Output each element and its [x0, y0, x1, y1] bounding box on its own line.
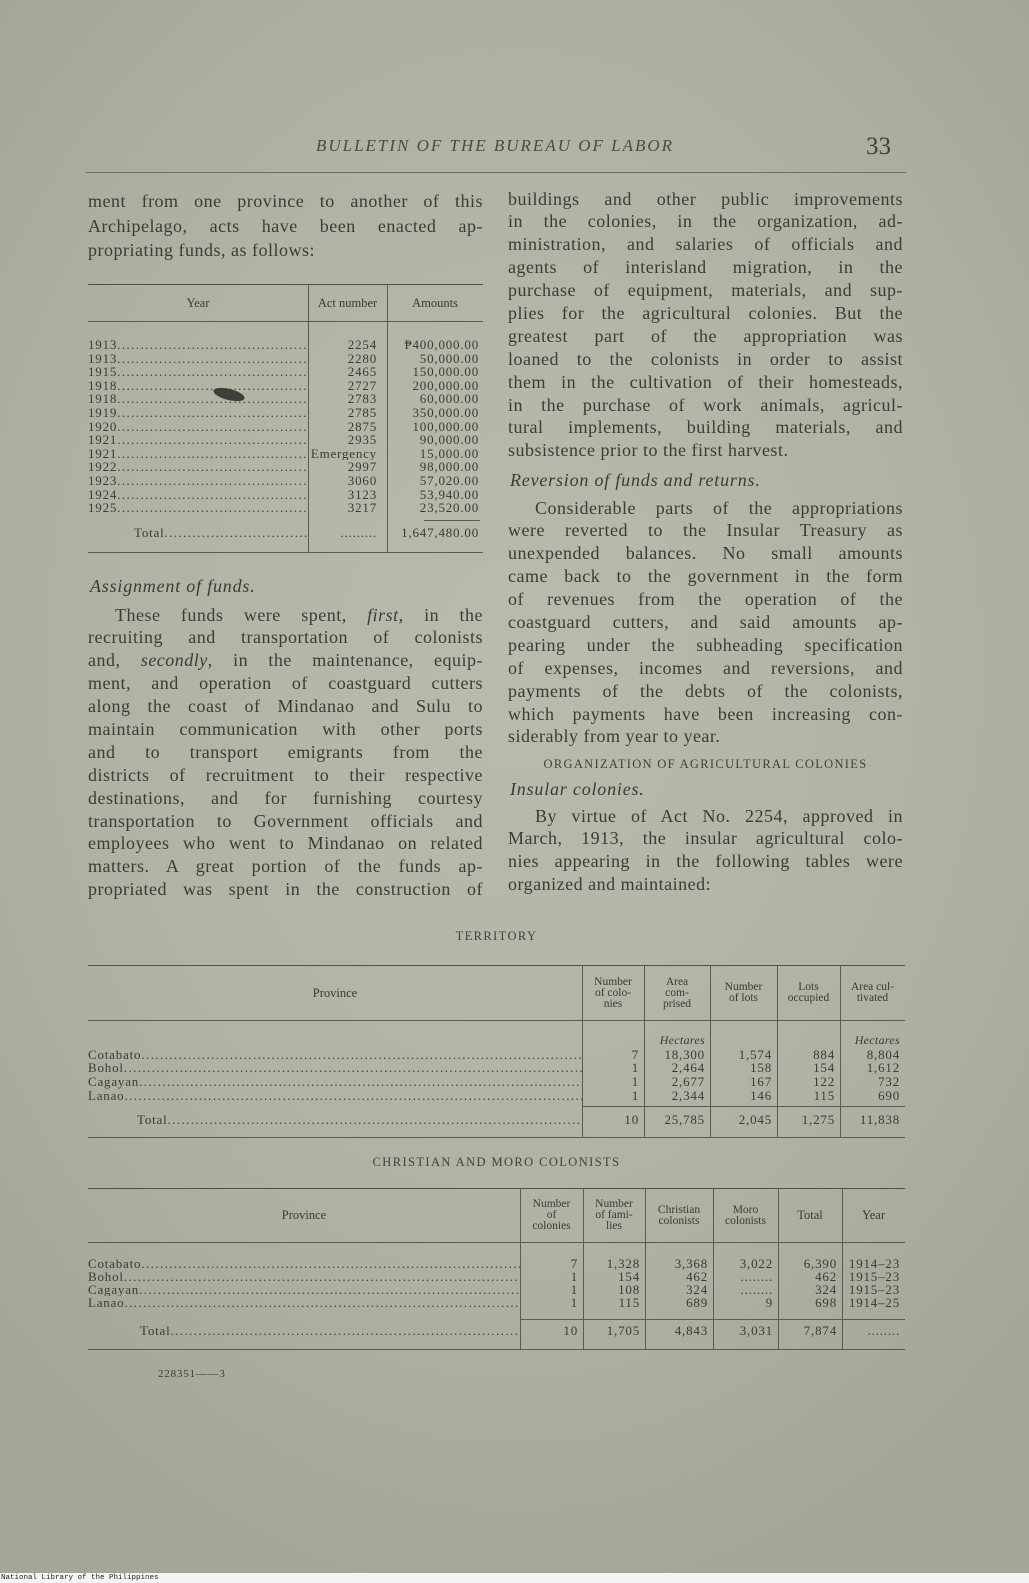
cell-act-number: 2935	[347, 433, 377, 447]
cell-area-comprised: 18,300	[664, 1047, 705, 1062]
cell-christian: 3,368	[674, 1256, 708, 1270]
cell-year: 1913 .....	[88, 338, 308, 352]
table-row	[88, 1061, 905, 1075]
cell-year: 1922 .....	[88, 460, 308, 474]
cell-area-cultivated: 690	[878, 1088, 900, 1103]
cell-year: 1925 .....	[88, 501, 308, 515]
column-rule	[713, 1189, 714, 1349]
text-line: came back to the government in the form	[508, 566, 903, 587]
cell-year: 1914–25	[848, 1296, 900, 1310]
emphasized-word: secondly	[140, 650, 208, 671]
cell-colonies: 1	[631, 1074, 639, 1089]
column-header-lots-occupied: Lots occupied	[787, 981, 830, 1004]
total-act-number: .........	[340, 526, 377, 540]
text-line: of revenues from the operation of the	[508, 589, 903, 610]
cell-amount: 57,020.00	[419, 473, 479, 488]
table-row	[88, 460, 483, 474]
text-line	[88, 604, 483, 627]
cell-act-number: 3060	[347, 473, 377, 488]
text-line: propriating funds, as follows:	[88, 240, 315, 260]
text-line: in the purchase of work animals, agricul-	[508, 394, 903, 415]
cell-year: 1918 .....	[88, 392, 308, 406]
table-row	[88, 1089, 905, 1103]
total-colonies: 10	[563, 1324, 578, 1338]
column-header-colonies: Number of colo- nies	[594, 975, 632, 1010]
table-row	[88, 447, 483, 461]
table-row	[88, 392, 483, 406]
total-area-comprised: 25,785	[664, 1113, 705, 1127]
cell-act-number: 2280	[347, 351, 377, 366]
total-moro-colonists: 3,031	[739, 1324, 773, 1338]
text-line: agents of interisland migration, in the	[508, 257, 903, 278]
cell-year: 1915 .....	[88, 365, 308, 379]
cell-lots: 158	[750, 1061, 772, 1075]
column-header-families: Number of fami- lies	[595, 1198, 633, 1232]
total-lots: 2,045	[738, 1113, 772, 1127]
column-header-moro-colonists: Moro colonists	[725, 1203, 766, 1227]
cell-year: 1915–23	[848, 1282, 900, 1297]
text-line: and to transport emigrants from the	[88, 741, 483, 762]
cell-amount: 100,000.00	[412, 419, 479, 434]
total-colonies: 10	[624, 1113, 639, 1127]
column-header-colonies: Number of colonies	[532, 1198, 571, 1232]
reversion-heading: Reversion of funds and returns.	[510, 469, 761, 490]
cell-year: 1921 .....	[88, 447, 308, 461]
text-line: along the coast of Mindanao and Sulu to	[88, 696, 483, 717]
cell-province: Bohol .....	[88, 1061, 582, 1075]
total-christian-colonists: 4,843	[674, 1324, 708, 1338]
intro-paragraph	[88, 189, 483, 263]
column-header-total: Total	[797, 1208, 823, 1222]
colonists-table-title: CHRISTIAN AND MORO COLONISTS	[372, 1155, 621, 1169]
text-line: in the colonies, in the organization, ad-	[508, 211, 903, 232]
sum-rule	[424, 520, 480, 521]
cell-area-cultivated: 8,804	[866, 1047, 900, 1062]
cell-province: Cagayan .....	[88, 1075, 582, 1089]
cell-lots-occupied: 154	[813, 1061, 835, 1075]
text-line: coastguard cutters, and said amounts ap-	[508, 611, 903, 632]
column-rule	[778, 1189, 779, 1349]
cell-amount: 98,000.00	[419, 460, 479, 474]
cell-area-comprised: 2,677	[671, 1074, 705, 1089]
table-row	[88, 474, 483, 488]
cell-lots: 1,574	[738, 1047, 772, 1062]
total-label: Total .....	[88, 1113, 582, 1127]
column-rule	[644, 966, 645, 1137]
cell-christian: 462	[686, 1269, 708, 1283]
table-row	[88, 1283, 905, 1296]
column-header-area-comprised: Area com- prised	[662, 975, 692, 1010]
total-area-cultivated: 11,838	[859, 1113, 900, 1127]
cell-act-number: 2997	[347, 460, 377, 474]
table-header	[88, 285, 483, 322]
text-line: March, 1913, the insular agricultural colo-	[508, 828, 903, 849]
cell-act-number: 3123	[347, 487, 377, 502]
text-line	[88, 649, 483, 672]
cell-families: 1,328	[606, 1256, 640, 1270]
cell-colonies: 7	[631, 1047, 639, 1062]
text-line: were reverted to the Insular Treasury as	[508, 520, 903, 541]
table-row	[88, 338, 483, 352]
table-row	[88, 1048, 905, 1062]
cell-lots-occupied: 115	[813, 1088, 835, 1103]
text-line: greatest part of the appropriation was	[508, 325, 903, 346]
column-header-amounts: Amounts	[412, 295, 458, 310]
territory-table	[88, 965, 905, 1138]
improvements-paragraph	[508, 188, 903, 463]
cell-act-number: 3217	[347, 501, 377, 515]
column-rule	[583, 1189, 584, 1349]
table-row	[88, 1296, 905, 1309]
insular-colonies-heading: Insular colonies.	[510, 778, 645, 799]
total-label: Total .....	[88, 526, 308, 540]
table-body	[88, 1048, 905, 1103]
cell-amount: 53,940.00	[419, 487, 479, 502]
cell-total: 6,390	[803, 1256, 837, 1270]
colonists-table	[88, 1188, 905, 1350]
header-rule	[86, 172, 906, 173]
table-row	[88, 433, 483, 447]
text-line: ment, and operation of coastguard cutters	[88, 673, 483, 694]
table-row	[88, 420, 483, 434]
text-line: organized and maintained:	[508, 874, 712, 895]
column-header-province: Province	[312, 985, 358, 1000]
cell-act-number: 2783	[347, 392, 377, 406]
table-row	[88, 488, 483, 502]
cell-amount: 23,520.00	[419, 501, 479, 515]
column-header-area-cultivated: Area cul- tivated	[850, 981, 895, 1004]
page-number: 33	[866, 133, 891, 160]
cell-area-cultivated: 1,612	[866, 1061, 900, 1075]
text-line: districts of recruitment to their respective	[88, 764, 483, 785]
cell-colonies: 7	[570, 1256, 578, 1270]
cell-act-number: 2785	[347, 405, 377, 420]
cell-moro: 9	[765, 1296, 773, 1310]
column-header-christian-colonists: Christian colonists	[657, 1203, 701, 1227]
column-rule	[582, 966, 583, 1137]
unit-area-cultivated: Hectares	[854, 1034, 900, 1047]
cell-total: 462	[815, 1269, 837, 1283]
cell-amount: 60,000.00	[419, 392, 479, 406]
cell-province: Cagayan .....	[88, 1283, 520, 1296]
cell-year: 1919 .....	[88, 406, 308, 420]
cell-amount: 90,000.00	[419, 433, 479, 447]
cell-amount: 150,000.00	[412, 365, 479, 379]
cell-colonies: 1	[631, 1061, 639, 1075]
table-row	[88, 1257, 905, 1270]
cell-amount: 200,000.00	[412, 378, 479, 393]
table-header	[88, 1189, 905, 1243]
total-row	[88, 1324, 905, 1337]
cell-act-number: 2254	[347, 338, 377, 352]
insular-colonies-paragraph	[508, 805, 903, 897]
total-amount: 1,647,480.00	[401, 526, 479, 540]
cell-year: 1915–23	[848, 1269, 900, 1283]
cell-lots: 167	[750, 1074, 772, 1089]
text-line: Considerable parts of the appropriations	[535, 497, 903, 518]
cell-province: Lanao .....	[88, 1089, 582, 1103]
cell-year: 1920 .....	[88, 420, 308, 434]
total-lots-occupied: 1,275	[801, 1113, 835, 1127]
column-header-year: Year	[186, 295, 210, 310]
text-line: tural implements, building materials, and	[508, 417, 903, 438]
assignment-heading: Assignment of funds.	[90, 575, 256, 596]
column-rule	[387, 285, 388, 552]
cell-moro: ........	[740, 1269, 773, 1283]
cell-lots: 146	[750, 1088, 772, 1103]
table-row	[88, 1075, 905, 1089]
cell-act-number: 2465	[347, 365, 377, 379]
cell-area-comprised: 2,464	[671, 1061, 705, 1075]
text-run: These funds were spent,	[115, 604, 368, 625]
cell-year: 1921 .....	[88, 433, 308, 447]
cell-province: Cotabato .....	[88, 1048, 582, 1062]
text-line: nies appearing in the following tables were	[508, 851, 903, 872]
text-line: By virtue of Act No. 2254, approved in	[535, 805, 903, 826]
total-families: 1,705	[606, 1324, 640, 1338]
text-line: destinations, and for furnishing courtesy	[88, 787, 483, 808]
unit-area-comprised: Hectares	[659, 1034, 705, 1047]
column-rule	[842, 1189, 843, 1349]
table-body	[88, 1257, 905, 1310]
text-run: , in the maintenance, equip-	[207, 650, 483, 671]
cell-total: 698	[815, 1296, 837, 1310]
text-line: employees who went to Mindanao on related	[88, 833, 483, 854]
cell-area-comprised: 2,344	[671, 1088, 705, 1103]
cell-province: Cotabato .....	[88, 1257, 520, 1270]
cell-families: 154	[618, 1269, 640, 1283]
text-line: ministration, and salaries of officials and	[508, 234, 903, 255]
organization-heading: ORGANIZATION OF AGRICULTURAL COLONIES	[543, 757, 868, 771]
cell-lots-occupied: 884	[813, 1047, 835, 1062]
table-body	[88, 338, 483, 515]
total-year: ........	[867, 1324, 900, 1338]
table-header	[88, 966, 905, 1021]
text-line: purchase of equipment, materials, and sup-	[508, 280, 903, 301]
library-credit: National Library of the Philippines	[1, 1574, 159, 1582]
table-row	[88, 1270, 905, 1283]
cell-colonies: 1	[570, 1269, 578, 1283]
text-run: , in the	[398, 604, 483, 625]
cell-area-cultivated: 732	[878, 1074, 900, 1089]
text-line: maintain communication with other ports	[88, 718, 483, 739]
print-mark: 228351——3	[158, 1368, 226, 1380]
cell-province: Lanao .....	[88, 1296, 520, 1309]
column-rule	[840, 966, 841, 1137]
text-line: pearing under the subheading specification	[508, 634, 903, 655]
text-line: plies for the agricultural colonies. But the	[508, 302, 903, 323]
cell-act-number: Emergency	[310, 446, 377, 461]
appropriations-table	[88, 284, 483, 553]
spacer	[88, 1034, 582, 1048]
cell-total: 324	[815, 1282, 837, 1297]
cell-year: 1924 .....	[88, 488, 308, 502]
column-rule	[777, 966, 778, 1137]
total-row	[88, 1113, 905, 1127]
text-line: which payments have been increasing con-	[508, 703, 903, 724]
text-line: buildings and other public improvements	[508, 188, 903, 209]
text-line: siderably from year to year.	[508, 726, 721, 747]
text-line: subsistence prior to the first harvest.	[508, 440, 789, 461]
cell-colonies: 1	[570, 1296, 578, 1310]
text-run: and,	[88, 650, 141, 671]
table-row	[88, 501, 483, 515]
spacer	[710, 1034, 777, 1048]
cell-moro: ........	[740, 1282, 773, 1297]
total-total: 7,874	[803, 1324, 837, 1338]
spacer	[777, 1034, 840, 1048]
text-line: them in the cultivation of their homesteads,	[508, 371, 903, 392]
cell-families: 115	[618, 1296, 640, 1310]
cell-colonies: 1	[570, 1282, 578, 1297]
total-row	[88, 526, 483, 540]
column-header-year: Year	[861, 1208, 886, 1222]
cell-year: 1914–23	[848, 1256, 900, 1270]
cell-amount: 350,000.00	[412, 405, 479, 420]
units-row	[88, 1034, 905, 1048]
reversion-paragraph	[508, 497, 903, 749]
cell-families: 108	[618, 1282, 640, 1297]
total-label: Total .....	[88, 1324, 520, 1337]
column-header-province: Province	[281, 1208, 327, 1222]
cell-colonies: 1	[631, 1088, 639, 1103]
text-line: propriated was spent in the construction of	[88, 879, 483, 900]
cell-year: 1923 .....	[88, 474, 308, 488]
column-header-lots: Number of lots	[724, 981, 763, 1004]
column-rule	[645, 1189, 646, 1349]
cell-year: 1913 .....	[88, 352, 308, 366]
cell-moro: 3,022	[739, 1256, 773, 1270]
cell-christian: 689	[686, 1296, 708, 1310]
cell-act-number: 2727	[347, 378, 377, 393]
column-rule	[710, 966, 711, 1137]
cell-amount: 50,000.00	[419, 351, 479, 366]
cell-amount: ₱400,000.00	[404, 338, 479, 352]
total-rule	[582, 1106, 905, 1107]
assignment-paragraph	[88, 604, 483, 902]
cell-act-number: 2875	[347, 419, 377, 434]
text-line: of expenses, incomes and reversions, and	[508, 657, 903, 678]
text-line: ment from one province to another of this	[88, 191, 483, 211]
cell-year: 1918 .....	[88, 379, 308, 393]
column-header-act-number: Act number	[317, 295, 378, 310]
column-rule	[308, 285, 309, 552]
text-line: transportation to Government officials and	[88, 810, 483, 831]
table-row	[88, 406, 483, 420]
running-title: BULLETIN OF THE BUREAU OF LABOR	[315, 136, 675, 155]
text-line: matters. A great portion of the funds ap-	[88, 856, 483, 877]
text-line: loaned to the colonists in order to assist	[508, 348, 903, 369]
spacer	[582, 1034, 644, 1048]
text-line: Archipelago, acts have been enacted ap-	[88, 215, 483, 236]
territory-table-title: TERRITORY	[455, 929, 538, 943]
cell-amount: 15,000.00	[419, 446, 479, 461]
emphasized-word: first	[367, 604, 399, 625]
table-row	[88, 352, 483, 366]
cell-province: Bohol .....	[88, 1270, 520, 1283]
text-line: payments of the debts of the colonists,	[508, 680, 903, 701]
text-line: unexpended balances. No small amounts	[508, 543, 903, 564]
table-row	[88, 365, 483, 379]
cell-lots-occupied: 122	[813, 1074, 835, 1089]
cell-christian: 324	[686, 1282, 708, 1297]
text-line: recruiting and transportation of colonists	[88, 627, 483, 648]
table-row	[88, 379, 483, 393]
column-rule	[520, 1189, 521, 1349]
